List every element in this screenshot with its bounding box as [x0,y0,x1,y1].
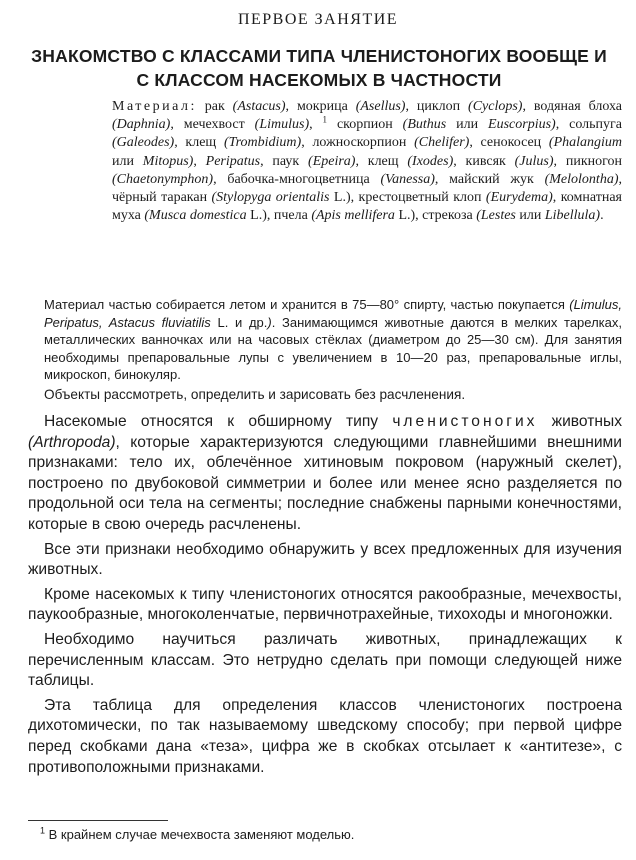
materials-text: , паук [260,153,309,169]
species-name: (Daphnia) [112,117,171,133]
latin-term: (Arthropoda) [28,433,116,451]
species-name: (Eurydema) [485,190,553,206]
species-name: Peripatus [205,153,261,169]
paragraph-2: Все эти признаки необходимо обнаружить у всех предложенных для изучения животных. [28,540,622,579]
materials-text: , мокрица [285,99,356,114]
footnote [40,826,620,844]
species-name: (Julus) [514,153,554,169]
species-name: (Chaetonymphon) [112,171,214,187]
paragraph-5: Эта таблица для определения классов членистоногих построена дихотомически, по так называемому шведскому способу; при первой цифре перед скобками дана «теза», цифра же в скобках отсылает к «антитезе», с противоположными признаками. [28,696,622,776]
species-name: Euscorpius) [488,117,556,133]
paragraph-text: Насекомые относятся к обширному типу [44,413,393,430]
note-text: L. и др. [210,314,268,330]
materials-text: , клещ [174,135,224,151]
footnote-divider [28,820,168,821]
materials-text: L.), стрекоза [394,208,477,224]
materials-text: , [309,117,323,133]
materials-text: или [112,153,143,169]
note-paren: ) [267,314,272,330]
species-name: Mitopus) [142,153,194,169]
materials-text: , кивсяк [453,153,515,169]
species-name: (Melolontha) [544,171,619,187]
species-name: (Chelifer) [414,135,470,151]
spaced-term: членистоногих [392,413,538,430]
materials-text: , пикногон [553,153,623,169]
paragraph-3: Кроме насекомых к типу членистоногих относятся ракообразные, мечехвосты, паукообразные, многоколенчатые, первичнотрахейные, тихоходы и многоножки. [28,585,622,624]
materials-text: . [600,208,604,224]
footnote-marker: 1 [322,114,328,125]
paragraph-1 [28,412,622,536]
species-name: (Ixodes) [407,153,454,169]
materials-text: , водяная блоха [522,99,623,114]
species-name: (Epeira) [308,153,356,169]
species-name: (Limulus) [254,117,310,133]
materials-list [112,98,622,225]
species-name: (Buthus [402,117,447,133]
materials-text: , ложноскорпион [301,135,415,151]
materials-text: L.), крестоцветный клоп [329,190,486,206]
materials-text: или [446,117,489,133]
species-name: (Galeodes) [112,135,175,151]
materials-text: , клещ [355,153,408,169]
materials-text: , бабочка-многоцветница [213,171,381,187]
materials-text: скорпион [327,117,403,133]
species-name: (Phalangium [548,135,623,151]
note-text: . Занимающимся животные даются в мелких тарелках, металлических ванночках или на часовых стёклах (диаметром до 25—30 см). Для занятия необходимы препаровальные лупы с увеличением в 10—20 раз, препаровальные иглы, микроскоп, бинокуляр. [44,314,622,383]
species-name: (Lestes [476,208,516,224]
materials-text: , сенокосец [469,135,549,151]
note-species: (Limulus, Peripatus, Astacus fluviatilis [44,297,622,330]
main-text [28,412,622,782]
materials-note [44,296,622,384]
species-name: (Asellus) [355,99,406,114]
species-name: (Vanessa) [380,171,435,187]
task-instruction: Объекты рассмотреть, определить и зарисовать без расчленения. [44,387,466,402]
species-name: Libellula) [544,208,601,224]
paragraph-text: животных [537,413,622,430]
species-name: (Stylopyga orientalis [211,190,330,206]
note-text: Материал частью собирается летом и хранится в 75—80° спирту, частью покупается [44,297,570,312]
materials-text: , мечехвост [170,117,255,133]
materials-text: , майский жук [434,171,545,187]
paragraph-4: Необходимо научиться различать животных, принадлежащих к перечисленным классам. Это нетрудно сделать при помощи следующей ниже таблицы. [28,630,622,690]
footnote-text: В крайнем случае мечехвоста заменяют моделью. [45,827,355,842]
paragraph-text: , которые характеризуются следующими главнейшими внешними признаками: тело их, облечённое хитиновым покровом (наружный скелет), построено по двубоковой симметрии и более или менее ясно разделяется по продольной оси тела на сегменты; последние снабжены парными конечностями, которые в свою очередь расчленены. [28,433,622,533]
materials-text: рак [196,99,233,114]
page-title: ЗНАКОМСТВО С КЛАССАМИ ТИПА ЧЛЕНИСТОНОГИХ ВООБЩЕ И С КЛАССОМ НАСЕКОМЫХ В ЧАСТНОСТИ [31,46,607,90]
materials-text: , сольпуга [555,117,622,133]
materials-text: , чёрный таракан [112,171,622,206]
materials-text: L.), пчела [246,208,312,224]
species-name: (Astacus) [232,99,286,114]
materials-text: , [193,153,206,169]
species-name: (Cyclops) [468,99,523,114]
materials-text: , циклоп [405,99,469,114]
chapter-heading: ПЕРВОЕ ЗАНЯТИЕ [237,11,399,28]
materials-text: , комнатная муха [112,190,622,224]
materials-lead: Материал: [112,99,197,114]
species-name: (Apis mellifera [311,208,395,224]
species-name: (Trombidium) [223,135,302,151]
footnote-number: 1 [40,825,46,836]
species-name: (Musca domestica [144,208,247,224]
materials-text: или [515,208,545,224]
